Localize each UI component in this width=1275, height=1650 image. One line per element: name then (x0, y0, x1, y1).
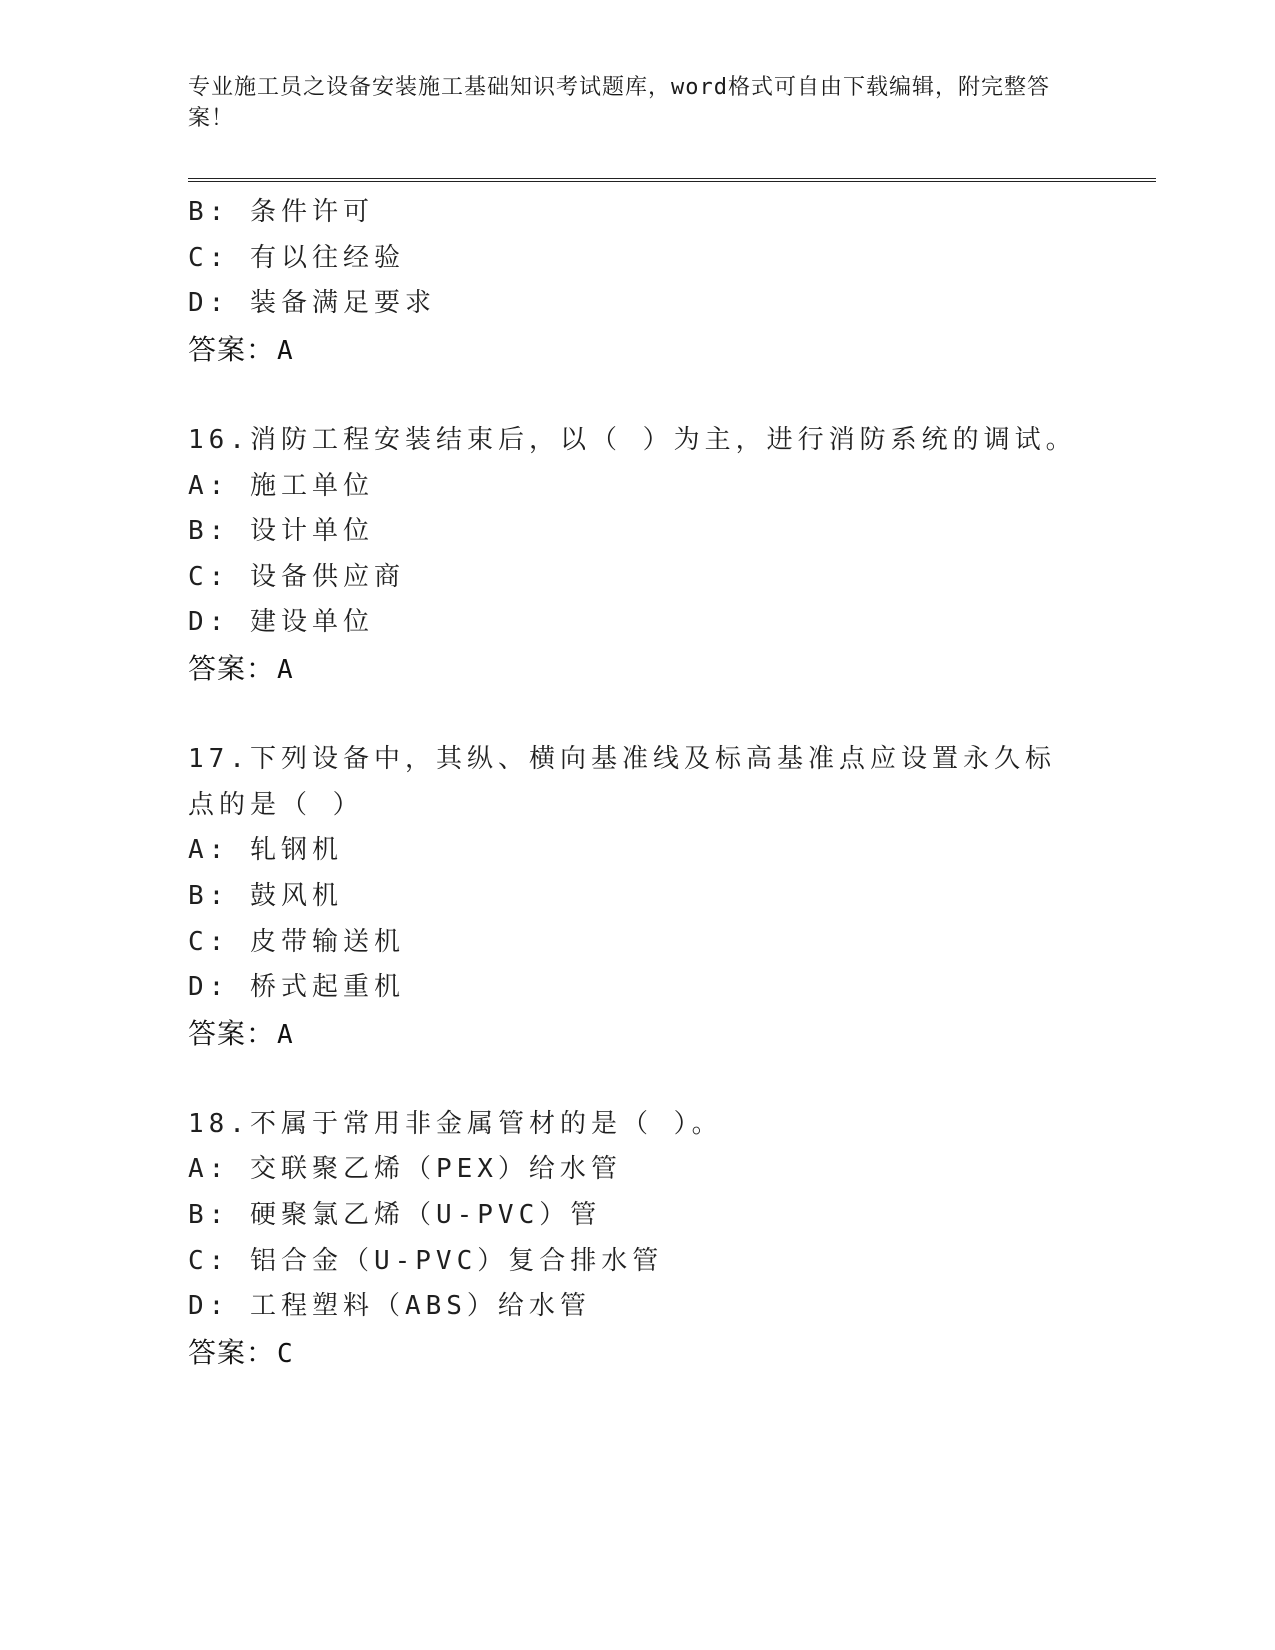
question-15-tail (188, 190, 1088, 372)
spacer (188, 1056, 1088, 1102)
option-a: A: 轧钢机 (188, 835, 343, 866)
answer: 答案：C (188, 1335, 294, 1369)
answer: 答案：A (188, 1016, 294, 1050)
answer: 答案：A (188, 332, 294, 366)
option-d: D: 工程塑料（ABS）给水管 (188, 1291, 591, 1322)
spacer (188, 692, 1088, 738)
header-divider (188, 178, 1156, 182)
option-b: B: 硬聚氯乙烯（U-PVC）管 (188, 1200, 602, 1231)
question-stem: 18.不属于常用非金属管材的是（ ）。 (188, 1108, 723, 1139)
question-list (188, 190, 1088, 1375)
question-stem: 17.下列设备中，其纵、横向基准线及标高基准点应设置永久标点的是（ ） (188, 744, 1056, 820)
question-stem: 16.消防工程安装结束后，以（ ）为主，进行消防系统的调试。 (188, 424, 1077, 455)
option-b: B: 鼓风机 (188, 880, 343, 911)
option-c: C: 有以往经验 (188, 242, 405, 273)
option-c: C: 铝合金（U-PVC）复合排水管 (188, 1245, 664, 1276)
option-d: D: 桥式起重机 (188, 972, 405, 1003)
document-header (188, 72, 1068, 134)
option-c: C: 设备供应商 (188, 561, 405, 592)
question-16 (188, 418, 1088, 692)
question-18 (188, 1102, 1088, 1376)
option-d: D: 建设单位 (188, 607, 374, 638)
option-d: D: 装备满足要求 (188, 288, 436, 319)
option-b: B: 条件许可 (188, 197, 374, 227)
question-17 (188, 737, 1088, 1056)
option-c: C: 皮带输送机 (188, 926, 405, 957)
option-a: A: 施工单位 (188, 470, 374, 501)
option-a: A: 交联聚乙烯（PEX）给水管 (188, 1154, 622, 1185)
option-b: B: 设计单位 (188, 516, 374, 547)
spacer (188, 372, 1088, 418)
answer: 答案：A (188, 651, 294, 685)
header-title: 专业施工员之设备安装施工基础知识考试题库，word格式可自由下载编辑，附完整答案！ (188, 75, 1050, 131)
